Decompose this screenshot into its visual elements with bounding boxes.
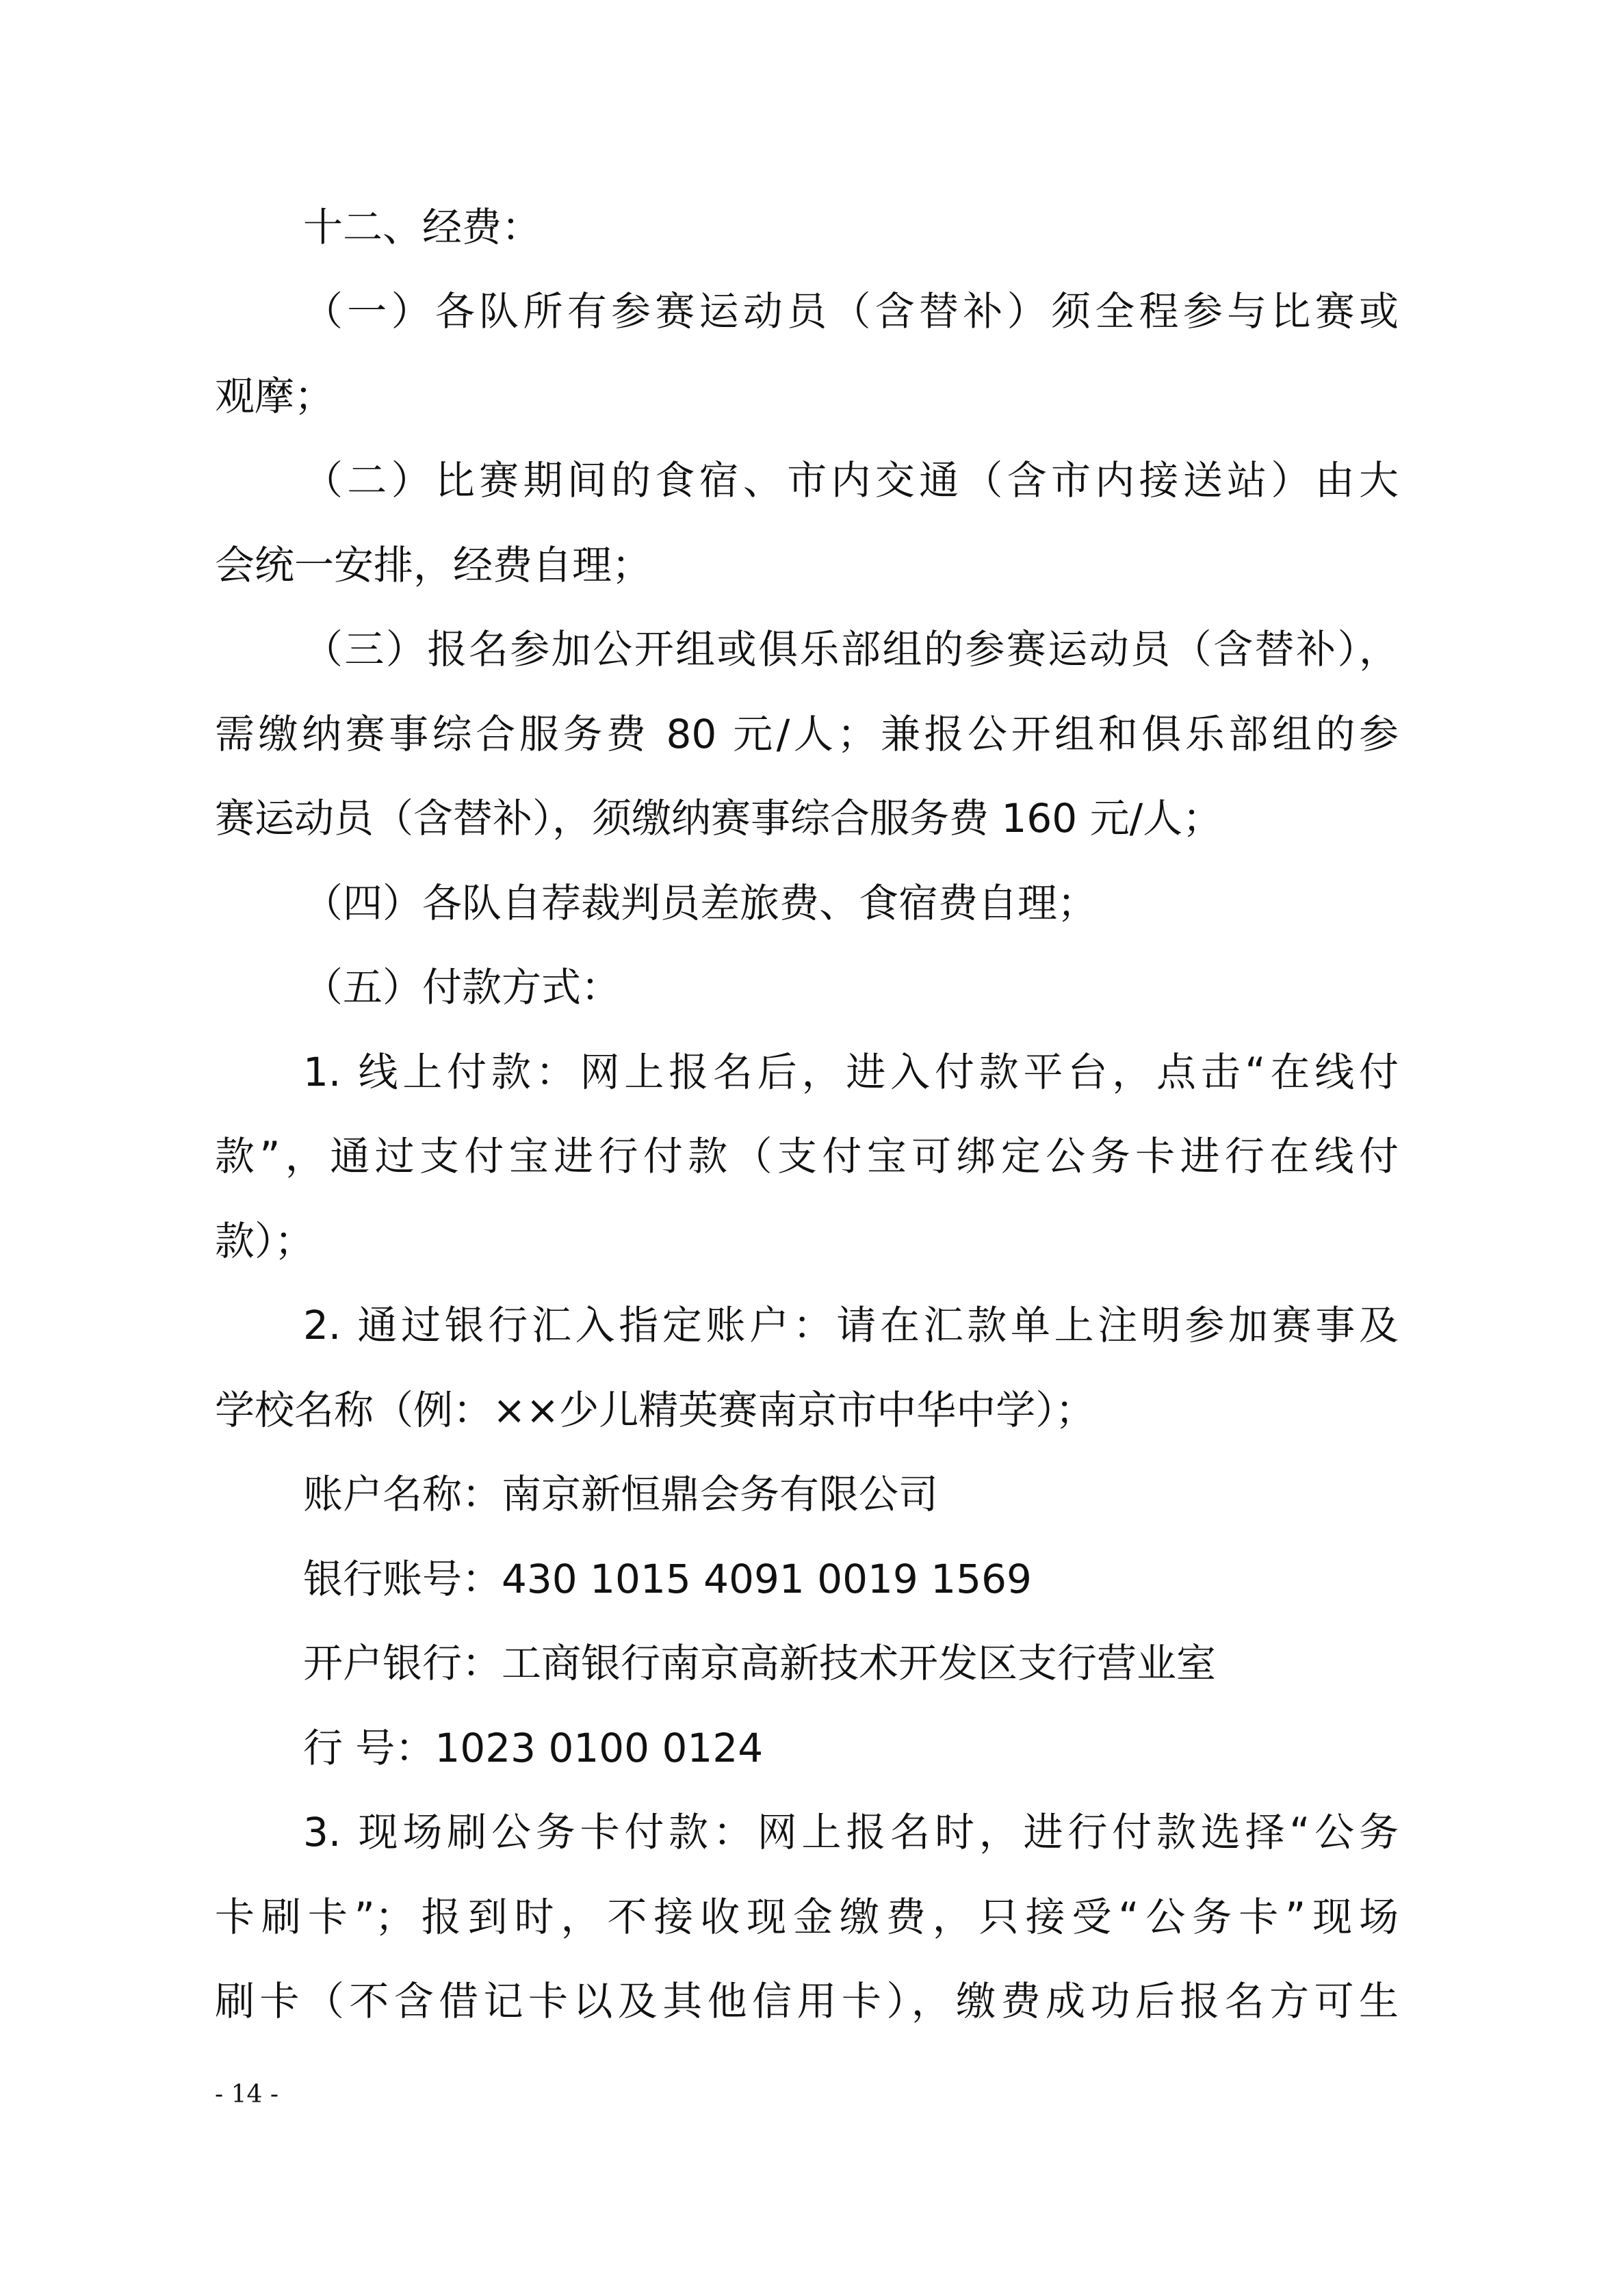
paragraph-line: 3. 现场刷公务卡付款：网上报名时，进行付款选择“公务 <box>303 1809 1399 1855</box>
paragraph-line: 观摩； <box>215 373 335 419</box>
paragraph-line: 卡刷卡”；报到时，不接收现金缴费，只接受“公务卡”现场 <box>215 1894 1399 1940</box>
paragraph-line: 1. 线上付款：网上报名后，进入付款平台，点击“在线付 <box>303 1049 1399 1095</box>
account-number-line: 银行账号：430 1015 4091 0019 1569 <box>303 1556 1032 1602</box>
paragraph-line: 款”，通过支付宝进行付款（支付宝可绑定公务卡进行在线付 <box>215 1133 1399 1179</box>
paragraph-line: （四）各队自荐裁判员差旅费、食宿费自理； <box>303 880 1098 926</box>
section-heading: 十二、经费： <box>303 204 542 250</box>
bank-name-line: 开户银行：工商银行南京高新技术开发区支行营业室 <box>303 1640 1217 1686</box>
paragraph-line: （一）各队所有参赛运动员（含替补）须全程参与比赛或 <box>303 288 1399 335</box>
paragraph-line: 赛运动员（含替补），须缴纳赛事综合服务费 160 元/人； <box>215 795 1223 842</box>
paragraph-line: 刷卡（不含借记卡以及其他信用卡），缴费成功后报名方可生 <box>215 1978 1399 2024</box>
paragraph-line: 2. 通过银行汇入指定账户：请在汇款单上注明参加赛事及 <box>303 1302 1399 1348</box>
paragraph-line: 款）； <box>215 1218 315 1264</box>
paragraph-line: （二）比赛期间的食宿、市内交通（含市内接送站）由大 <box>303 457 1399 504</box>
bank-code-line: 行 号：1023 0100 0124 <box>303 1725 764 1771</box>
paragraph-line: （五）付款方式： <box>303 964 621 1010</box>
paragraph-line: 会统一安排，经费自理； <box>215 542 652 588</box>
paragraph-line: （三）报名参加公开组或俱乐部组的参赛运动员（含替补）， <box>303 626 1399 673</box>
paragraph-line: 需缴纳赛事综合服务费 80 元/人；兼报公开组和俱乐部组的参 <box>215 711 1399 757</box>
paragraph-line: 学校名称（例：××少儿精英赛南京市中华中学）； <box>215 1387 1095 1433</box>
page-number: - 14 - <box>215 2080 279 2109</box>
account-name-line: 账户名称：南京新恒鼎会务有限公司 <box>303 1471 939 1517</box>
